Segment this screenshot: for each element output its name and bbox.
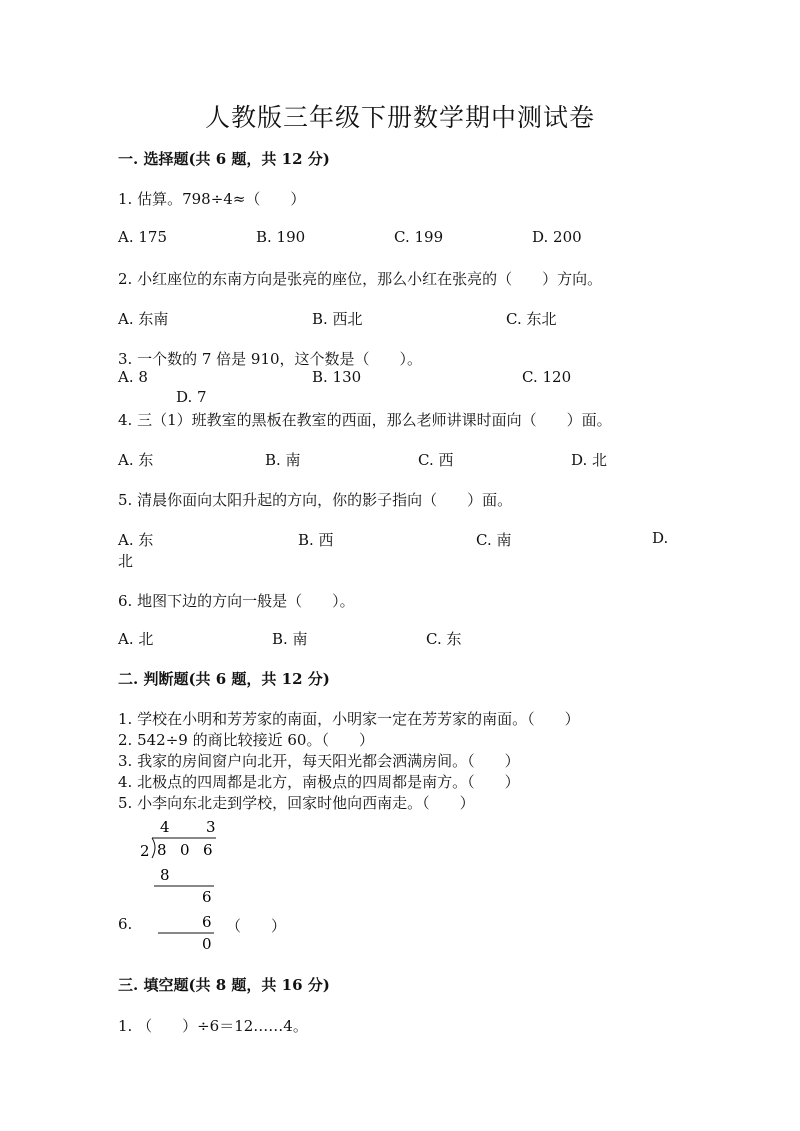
choice-q1-option-b: B. 190 [256, 228, 306, 246]
section-heading-fill: 三. 填空题(共 8 题，共 16 分) [118, 976, 330, 994]
choice-q3-option-d: D. 7 [176, 388, 207, 406]
division-step-2: 6 [202, 888, 212, 906]
section-heading-choice: 一. 选择题(共 6 题，共 12 分) [118, 150, 330, 168]
choice-q2-option-a: A. 东南 [118, 310, 169, 328]
choice-q6-stem: 6. 地图下边的方向一般是（ ）。 [118, 592, 355, 610]
dividend-digit-2: 0 [180, 841, 190, 859]
page-title: 人教版三年级下册数学期中测试卷 [204, 103, 595, 132]
quotient-digit-1: 4 [160, 818, 170, 836]
choice-q1-option-a: A. 175 [118, 228, 167, 246]
choice-q3-option-a: A. 8 [118, 368, 148, 386]
choice-q4-option-b: B. 南 [265, 451, 301, 469]
judge-q4: 4. 北极点的四周都是北方，南极点的四周都是南方。（ ） [118, 773, 520, 791]
judge-q2: 2. 542÷9 的商比较接近 60。（ ） [118, 731, 374, 749]
judge-q5: 5. 小李向东北走到学校，回家时他向西南走。（ ） [118, 794, 475, 812]
choice-q1-option-d: D. 200 [532, 228, 582, 246]
choice-q4-option-d: D. 北 [571, 451, 608, 469]
choice-q6-option-a: A. 北 [118, 630, 154, 648]
choice-q2-option-c: C. 东北 [506, 310, 557, 328]
division-step-3: 6 [202, 913, 212, 931]
section-heading-judge: 二. 判断题(共 6 题，共 12 分) [118, 670, 330, 688]
choice-q6-option-b: B. 南 [272, 630, 308, 648]
choice-q1-stem: 1. 估算。798÷4≈（ ） [118, 190, 306, 208]
division-remainder: 0 [202, 935, 212, 953]
fill-q1: 1. （ ）÷6＝12……4。 [118, 1017, 308, 1035]
division-bracket [152, 838, 155, 858]
choice-q6-option-c: C. 东 [426, 630, 462, 648]
judge-q1: 1. 学校在小明和芳芳家的南面，小明家一定在芳芳家的南面。（ ） [118, 710, 580, 728]
choice-q5-stem: 5. 清晨你面向太阳升起的方向，你的影子指向（ ）面。 [118, 491, 513, 509]
dividend-digit-1: 8 [157, 841, 167, 859]
choice-q4-option-a: A. 东 [118, 451, 154, 469]
judge-q6-answer-paren: （ ） [226, 917, 287, 935]
divisor: 2 [140, 842, 150, 860]
dividend-digit-3: 6 [203, 841, 213, 859]
choice-q3-option-c: C. 120 [522, 368, 572, 386]
long-division-figure [130, 812, 240, 957]
choice-q5-option-d: D. [652, 529, 669, 547]
choice-q3-stem: 3. 一个数的 7 倍是 910，这个数是（ ）。 [118, 350, 423, 368]
choice-q2-stem: 2. 小红座位的东南方向是张亮的座位，那么小红在张亮的（ ）方向。 [118, 270, 603, 288]
choice-q5-option-c: C. 南 [476, 531, 512, 549]
division-step-1: 8 [160, 866, 170, 884]
choice-q4-option-c: C. 西 [418, 451, 454, 469]
quotient-digit-2: 3 [206, 818, 216, 836]
judge-q6-number: 6. [118, 915, 133, 933]
choice-q2-option-b: B. 西北 [312, 310, 363, 328]
choice-q5-option-b: B. 西 [298, 531, 334, 549]
choice-q4-stem: 4. 三（1）班教室的黑板在教室的西面，那么老师讲课时面向（ ）面。 [118, 411, 612, 429]
choice-q5-option-a: A. 东 [118, 531, 154, 549]
choice-q3-option-b: B. 130 [312, 368, 362, 386]
choice-q5-option-d-text: 北 [118, 552, 134, 570]
choice-q1-option-c: C. 199 [394, 228, 444, 246]
judge-q3: 3. 我家的房间窗户向北开，每天阳光都会洒满房间。（ ） [118, 752, 520, 770]
